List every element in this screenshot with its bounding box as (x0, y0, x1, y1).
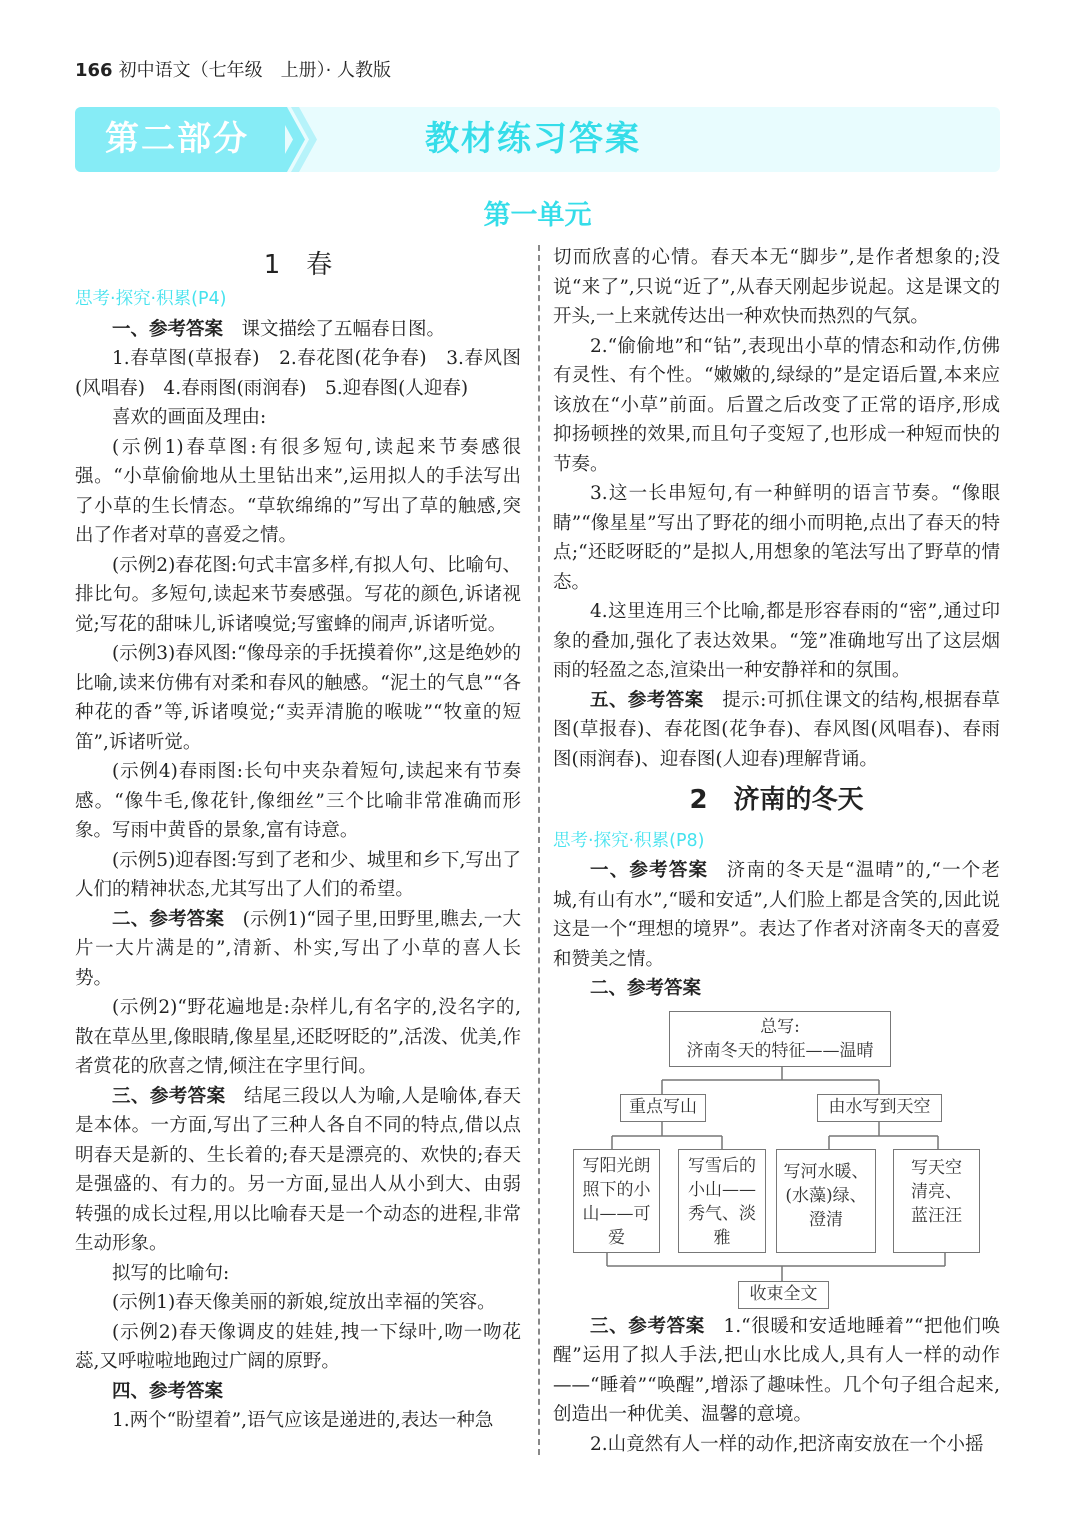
answer-paragraph (75, 1318, 521, 1377)
diagram-box-summary (669, 1011, 891, 1067)
answer-paragraph (75, 905, 521, 994)
unit-title: 第一单元 (483, 200, 592, 231)
answer-paragraph (75, 1259, 521, 1289)
diagram-box-leaf: 写河水暖、(水藻)绿、澄清 (776, 1149, 876, 1253)
answer-label: 三、参考答案 (590, 1315, 705, 1337)
answer-label: 二、参考答案 (590, 978, 702, 999)
diagram-box-water-sky: 由水写到天空 (817, 1094, 942, 1122)
diagram-box-conclusion: 收束全文 (738, 1281, 829, 1309)
answer-paragraph (553, 332, 1000, 480)
answer-text: 1.春草图(草报春) 2.春花图(花争春) 3.春风图(风唱春) 4.春雨图(雨润春) 5.迎春图(人迎春) (75, 348, 521, 399)
answer-label: 一、参考答案 (590, 860, 709, 881)
answer-paragraph (553, 479, 1000, 597)
answer-paragraph (553, 974, 1000, 1004)
answer-paragraph (75, 1377, 521, 1407)
book-title: 初中语文（七年级 上册）· 人教版 (118, 60, 392, 81)
answer-label: 二、参考答案 (112, 908, 225, 930)
exercise-heading: 思考·探究·积累(P8) (553, 830, 705, 851)
answer-label: 一、参考答案 (112, 318, 224, 340)
answer-label: 五、参考答案 (590, 689, 704, 711)
lesson-title: 2 济南的冬天 (689, 785, 864, 815)
banner-part-label: 第二部分 (75, 107, 285, 172)
answer-text: (示例2)春天像调皮的娃娃,拽一下绿叶,吻一吻花蕊,又呼啦啦地跑过广阔的原野。 (75, 1321, 521, 1372)
answer-paragraph (75, 433, 521, 551)
chevron-decoration-icon (275, 107, 325, 172)
diagram-box-mountains: 重点写山 (620, 1094, 706, 1122)
answer-paragraph (75, 993, 521, 1082)
answer-label: 四、参考答案 (112, 1380, 224, 1402)
diagram-text: 总写: (760, 1016, 800, 1037)
exercise-heading: 思考·探究·积累(P4) (75, 289, 227, 309)
answer-label: 三、参考答案 (112, 1085, 226, 1107)
answer-paragraph (75, 315, 521, 345)
answer-text: (示例5)迎春图:写到了老和少、城里和乡下,写出了人们的精神状态,尤其写出了人们的希望。 (75, 849, 521, 900)
answer-text: 2.山竟然有人一样的动作,把济南安放在一个小摇 (590, 1433, 984, 1455)
answer-text: 1.两个“盼望着”,语气应该是递进的,表达一种急 (112, 1410, 494, 1431)
answer-paragraph (75, 551, 521, 640)
right-column (553, 243, 1000, 1459)
answer-text: 济南的冬天是“温晴”的,“一个老城,有山有水”,“暖和安适”,人们脸上都是含笑的,因此说这是一个“理想的境界”。表达了作者对济南冬天的喜爱和赞美之情。 (553, 860, 1000, 970)
diagram-box-leaf: 写雪后的小山——秀气、淡雅 (678, 1149, 766, 1253)
answer-paragraph (75, 639, 521, 757)
answer-text: (示例1)“园子里,田野里,瞧去,一大片一大片满是的”,清新、朴实,写出了小草的喜人长势。 (75, 908, 521, 989)
answer-text: 4.这里连用三个比喻,都是形容春雨的“密”,通过印象的叠加,强化了表达效果。“笼”准确地写出了这层烟雨的轻盈之态,渲染出一种安静祥和的氛围。 (553, 601, 1000, 681)
answer-paragraph (75, 403, 521, 433)
answer-text: (示例1)春草图:有很多短句,读起来节奏感很强。“小草偷偷地从土里钻出来”,运用拟人的手法写出了小草的生长情态。“草软绵绵的”写出了草的触感,突出了作者对草的喜爱之情。 (75, 436, 521, 546)
left-column (75, 285, 521, 1436)
answer-paragraph (75, 1288, 521, 1318)
answer-paragraph (553, 686, 1000, 775)
diagram-box-leaf: 写阳光朗照下的小山——可爱 (573, 1149, 660, 1253)
answer-paragraph (553, 597, 1000, 686)
answer-text: 课文描绘了五幅春日图。 (241, 318, 446, 340)
section-banner (75, 107, 1000, 172)
answer-text: 2.“偷偷地”和“钻”,表现出小草的情态和动作,仿佛有灵性、有个性。“嫩嫩的,绿绿的”是定语后置,本来应该放在“小草”前面。后置之后改变了正常的语序,形成抑扬顿挫的效果,而且句子变短了,也形成一种短而快的节奏。 (553, 335, 1000, 475)
answer-text: 1.“很暖和安适地睡着”“把他们唤醒”运用了拟人手法,把山水比成人,具有人一样的动作——“睡着”“唤醒”,增添了趣味性。几个句子组合起来,创造出一种优美、温馨的意境。 (553, 1315, 1000, 1425)
answer-paragraph (75, 1406, 521, 1436)
answer-text: (示例4)春雨图:长句中夹杂着短句,读起来有节奏感。“像牛毛,像花针,像细丝”三个比喻非常准确而形象。写雨中黄昏的景象,富有诗意。 (75, 761, 521, 841)
answer-text: 切而欣喜的心情。春天本无“脚步”,是作者想象的;没说“来了”,只说“近了”,从春天刚起步说起。这是课文的开头,一上来就传达出一种欢快而热烈的气氛。 (553, 247, 1000, 327)
answer-text: 3.这一长串短句,有一种鲜明的语言节奏。“像眼睛”“像星星”写出了野花的细小而明艳,点出了春天的特点;“还眨呀眨的”是拟人,用想象的笔法写出了野草的情态。 (553, 483, 1000, 593)
answer-paragraph (75, 1082, 521, 1259)
answer-text: 拟写的比喻句: (112, 1262, 230, 1284)
answer-text: (示例2)春花图:句式丰富多样,有拟人句、比喻句、排比句。多短句,读起来节奏感强。写花的颜色,诉诸视觉;写花的甜味儿,诉诸嗅觉;写蜜蜂的闹声,诉诸听觉。 (75, 554, 521, 635)
answer-paragraph (75, 344, 521, 403)
answer-paragraph (75, 846, 521, 905)
diagram-text: 济南冬天的特征——温晴 (686, 1040, 874, 1061)
answer-paragraph (553, 1312, 1000, 1430)
answer-paragraph (553, 243, 1000, 332)
answer-text: (示例1)春天像美丽的新娘,绽放出幸福的笑容。 (112, 1292, 496, 1313)
answer-text: (示例3)春风图:“像母亲的手抚摸着你”,这是绝妙的比喻,读来仿佛有对柔和春风的触感。“泥土的气息”“各种花的香”等,诉诸嗅觉;“卖弄清脆的喉咙”“牧童的短笛”,诉诸听觉。 (75, 643, 521, 753)
answer-text: (示例2)“野花遍地是:杂样儿,有名字的,没名字的,散在草丛里,像眼睛,像星星,还眨呀眨的”,活泼、优美,作者赏花的欣喜之情,倾注在字里行间。 (75, 997, 521, 1077)
answer-text: 喜欢的画面及理由: (112, 407, 267, 428)
page-number: 166 (75, 60, 113, 81)
structure-diagram (553, 1004, 1000, 1312)
diagram-box-leaf: 写天空清亮、蓝汪汪 (893, 1149, 980, 1253)
lesson-title: 1 春 (263, 250, 333, 280)
column-divider (538, 245, 540, 1455)
answer-paragraph (553, 856, 1000, 974)
running-head (75, 56, 391, 82)
answer-text: 提示:可抓住课文的结构,根据春草图(草报春)、春花图(花争春)、春风图(风唱春)、春雨图(雨润春)、迎春图(人迎春)理解背诵。 (553, 689, 1000, 770)
banner-title: 教材练习答案 (425, 119, 641, 159)
answer-paragraph (553, 1430, 1000, 1460)
answer-paragraph (75, 757, 521, 846)
answer-text: 结尾三段以人为喻,人是喻体,春天是本体。一方面,写出了三种人各自不同的特点,借以点明春天是新的、生长着的;春天是漂亮的、欢快的;春天是强盛的、有力的。另一方面,显出人从小到大、由弱转强的成长过程,用以比喻春天是一个动态的进程,非常生动形象。 (75, 1085, 521, 1254)
